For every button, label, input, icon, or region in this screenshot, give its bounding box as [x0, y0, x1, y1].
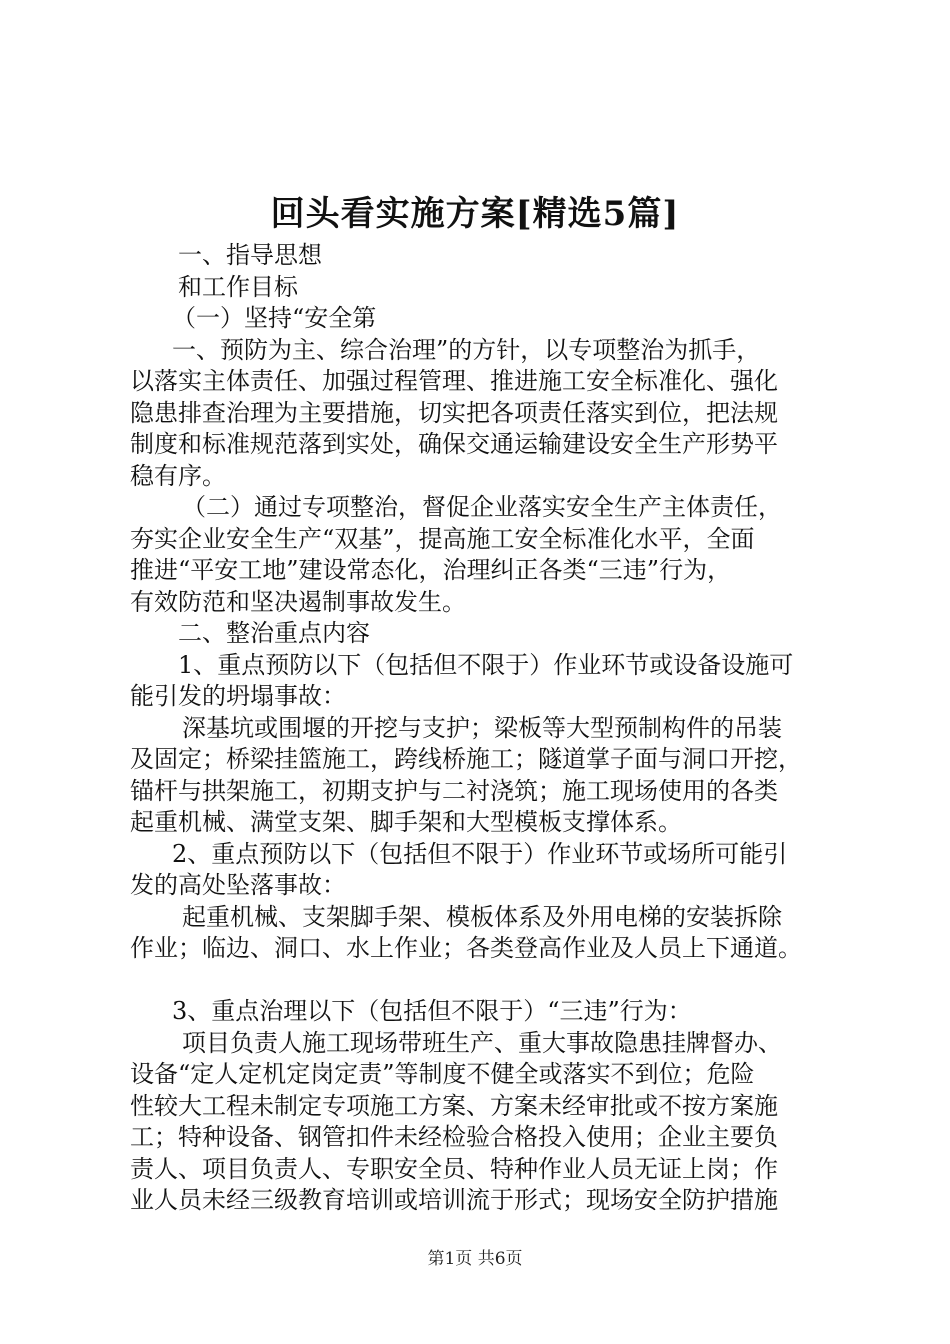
heading-line: 二、整治重点内容	[178, 619, 370, 647]
blank-line	[130, 965, 830, 997]
paragraph-line: 1、重点预防以下（包括但不限于）作业环节或设备设施可	[178, 650, 794, 679]
paragraph-line: 工；特种设备、钢管扣件未经检验合格投入使用；企业主要负	[130, 1123, 778, 1151]
heading-line: 一、指导思想	[178, 241, 322, 269]
heading-line: 和工作目标	[178, 272, 298, 301]
paragraph-line: 设备“定人定机定岗定责”等制度不健全或落实不到位；危险	[130, 1060, 755, 1088]
paragraph-line: 业人员未经三级教育培训或培训流于形式；现场安全防护措施	[130, 1186, 778, 1214]
paragraph-line: （二）通过专项整治，督促企业落实安全生产主体责任，	[182, 493, 782, 521]
paragraph-line: 一、预防为主、综合治理”的方针，以专项整治为抓手，	[172, 335, 761, 364]
paragraph-line: 以落实主体责任、加强过程管理、推进施工安全标准化、强化	[130, 367, 778, 395]
paragraph-line: 锚杆与拱架施工，初期支护与二衬浇筑；施工现场使用的各类	[130, 776, 778, 805]
subheading-line: （一）坚持“安全第	[172, 304, 377, 332]
paragraph-line: 性较大工程未制定专项施工方案、方案未经审批或不按方案施	[130, 1091, 778, 1120]
paragraph-line: 稳有序。	[130, 461, 226, 490]
paragraph-line: 起重机械、支架脚手架、模板体系及外用电梯的安装拆除	[182, 902, 782, 931]
paragraph-line: 能引发的坍塌事故：	[130, 682, 346, 710]
paragraph-line: 有效防范和坚决遏制事故发生。	[130, 587, 466, 616]
paragraph-line: 起重机械、满堂支架、脚手架和大型模板支撑体系。	[130, 808, 682, 836]
paragraph-line: 责人、项目负责人、专职安全员、特种作业人员无证上岗；作	[130, 1154, 778, 1183]
document-body	[130, 240, 830, 1217]
paragraph-line: 夯实企业安全生产“双基”，提高施工安全标准化水平，全面	[130, 524, 755, 553]
paragraph-line: 推进“平安工地”建设常态化，治理纠正各类“三违”行为，	[130, 556, 732, 584]
paragraph-line: 项目负责人施工现场带班生产、重大事故隐患挂牌督办、	[182, 1028, 782, 1057]
paragraph-line: 发的高处坠落事故：	[130, 871, 346, 899]
paragraph-line: 深基坑或围堰的开挖与支护；梁板等大型预制构件的吊装	[182, 713, 782, 742]
paragraph-line: 及固定；桥梁挂篮施工，跨线桥施工；隧道掌子面与洞口开挖，	[130, 745, 802, 773]
paragraph-line: 2、重点预防以下（包括但不限于）作业环节或场所可能引	[172, 839, 788, 868]
document-title: 回头看实施方案[精选5篇]	[270, 194, 680, 234]
page-footer: 第1页 共6页	[427, 1249, 523, 1269]
paragraph-line: 制度和标准规范落到实处，确保交通运输建设安全生产形势平	[130, 430, 778, 458]
paragraph-line: 隐患排查治理为主要措施，切实把各项责任落实到位，把法规	[130, 398, 778, 427]
paragraph-line: 3、重点治理以下（包括但不限于）“三违”行为：	[172, 997, 692, 1025]
paragraph-line: 作业；临边、洞口、水上作业；各类登高作业及人员上下通道。	[130, 934, 802, 962]
